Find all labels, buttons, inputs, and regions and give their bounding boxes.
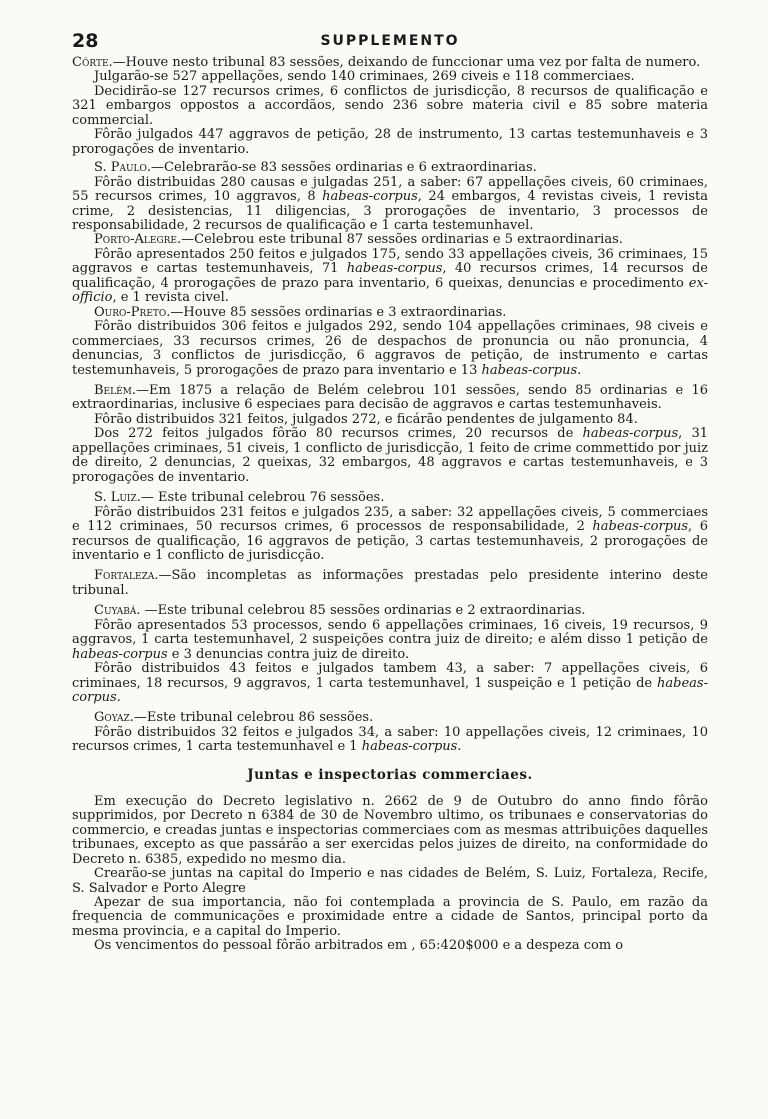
body-text <box>72 56 708 954</box>
paragraph-porto-alegre-feitos: Fôrão apresentados 250 feitos e julgados 175, sendo 33 appellações civeis, 36 criminaes, 15 aggravos e cartas testemunhaveis, 71 habeas-corpus, 40 recursos crimes, 14 recursos de qualificação, 4 prorogações de prazo para inventario, 6 queixas, denuncias e procedimento ex-officio, e 1 revista civel. <box>72 246 708 306</box>
page-number: 28 <box>72 30 99 52</box>
city-name: Fortaleza. <box>94 568 159 584</box>
paragraph-corte-appeals: Julgarão-se 527 appellações, sendo 140 criminaes, 269 civeis e 118 commerciaes. <box>94 69 635 85</box>
paragraph-sao-luiz-feitos: Fôrão distribuidos 231 feitos e julgados 235, a saber: 32 appellações civeis, 5 commerciaes e 112 criminaes, 50 recursos crimes, 6 processos de responsabilidade, 2 habeas-corpus, 6 recursos de qualificação, 16 aggravos de petição, 3 cartas testemunhaveis, 2 prorogações de inventario e 1 conflicto de jurisdicção. <box>72 504 708 563</box>
paragraph-ouro-preto-sessions: Ouro-Preto.—Houve 85 sessões ordinarias e 3 extraordinarias. <box>94 304 507 320</box>
paragraph-fortaleza: Fortaleza.—São incompletas as informações prestadas pelo presidente interino deste tribunal. <box>72 568 708 598</box>
section-heading: Juntas e inspectorias commerciaes. <box>247 766 533 783</box>
city-name: Côrte. <box>72 55 113 70</box>
city-name: Goyaz. <box>94 710 134 726</box>
city-name: Cuyabá. <box>94 603 141 619</box>
paragraph-cuyaba-processes: Fôrão apresentados 53 processos, sendo 6 appellações criminaes, 16 civeis, 19 recursos, 9 aggravos, 1 carta testemunhavel, 2 suspeições contra juiz de direito; e além disso 1 petição de habeas-corpus e 3 denuncias contra juiz de direito. <box>72 617 708 662</box>
paragraph-goyaz-feitos: Fôrão distribuidos 32 feitos e julgados 34, a saber: 10 appellações civeis, 12 criminaes, 10 recursos crimes, 1 carta testemunhavel e 1 habeas-corpus. <box>72 724 708 755</box>
paragraph-belem-distributed: Fôrão distribuidos 321 feitos, julgados 272, e ficárão pendentes de julgamento 84. <box>94 411 638 427</box>
paragraph-ouro-preto-feitos: Fôrão distribuidos 306 feitos e julgados 292, sendo 104 appellações criminaes, 98 civeis e commerciaes, 33 recursos crimes, 26 de despachos de pronuncia ou não pronuncia, 4 denuncias, 3 conflictos de jurisdicção, 6 aggravos de petição, de instrumento e cartas testemunhaveis, 5 prorogações de prazo para inventario e 13 habeas-corpus. <box>72 319 708 378</box>
paragraph-decreto: Em execução do Decreto legislativo n. 2662 de 9 de Outubro do anno findo fôrão supprimidos, por Decreto n 6384 de 30 de Novembro ultimo, os tribunaes e conservatorias do commercio, e creadas juntas e inspectorias commerciaes com as mesmas attribuições daquelles tribunaes, excepto as que passárão a ser exercidas pelos juizes de direito, na conformidade do Decreto n. 6385, expedido no mesmo dia. <box>72 793 708 867</box>
city-name: Belém. <box>94 382 137 398</box>
running-head <box>72 30 708 52</box>
paragraph-corte-recursos: Decidirão-se 127 recursos crimes, 6 conflictos de jurisdicção, 8 recursos de qualificação e 321 embargos oppostos a accordãos, sendo 236 sobre materia civil e 85 sobre materia commercial. <box>72 83 708 128</box>
running-title: SUPPLEMENTO <box>320 33 460 49</box>
paragraph-belem-sessions: Belém.—Em 1875 a relação de Belém celebrou 101 sessões, sendo 85 ordinarias e 16 extraordinarias, inclusive 6 especiaes para decisão de aggravos e cartas testemunhaveis. <box>72 382 708 413</box>
paragraph-corte-sessions: Côrte.—Houve nesto tribunal 83 sessões, deixando de funccionar uma vez por falta de numero. <box>72 55 701 70</box>
paragraph-sao-paulo-causes: Fôrão distribuidas 280 causas e julgadas 251, a saber: 67 appellações civeis, 60 criminaes, 55 recursos crimes, 10 aggravos, 8 habeas-corpus, 24 embargos, 4 revistas civeis, 1 revista crime, 2 desistencias, 11 diligencias, 3 prorogações de inventario, 3 processos de responsabilidade, 2 recursos de qualificação e 1 carta testemunhavel. <box>72 174 709 233</box>
paragraph-sao-luiz-sessions: S. Luiz.— Este tribunal celebrou 76 sessões. <box>94 490 385 506</box>
city-name: Porto-Alegre. <box>94 232 182 248</box>
paragraph-cuyaba-sessions: Cuyabá. —Este tribunal celebrou 85 sessões ordinarias e 2 extraordinarias. <box>94 603 586 619</box>
paragraph-sao-paulo-omitted: Apezar de sua importancia, não foi contemplada a provincia de S. Paulo, em razão da frequencia de communicações e proximidade entre a cidade de Santos, principal porto da mesma provincia, e a capital do Imperio. <box>72 895 708 939</box>
city-name: S. Luiz. <box>94 490 141 506</box>
paragraph-corte-aggravos: Fôrão julgados 447 aggravos de petição, 28 de instrumento, 13 cartas testemunhaveis e 3 prorogações de inventario. <box>72 127 708 157</box>
paragraph-juntas-created: Crearão-se juntas na capital do Imperio e nas cidades de Belém, S. Luiz, Fortaleza, Recife, S. Salvador e Porto Alegre <box>72 866 708 896</box>
paragraph-cuyaba-feitos: Fôrão distribuidos 43 feitos e julgados tambem 43, a saber: 7 appellações civeis, 6 criminaes, 18 recursos, 9 aggravos, 1 carta testemunhavel, 1 suspeição e 1 petição de habeas-corpus. <box>72 661 708 706</box>
paragraph-belem-judged: Dos 272 feitos julgados fôrão 80 recursos crimes, 20 recursos de habeas-corpus, 31 appellações criminaes, 51 civeis, 1 conflicto de jurisdicção, 1 feito de crime commettido por juiz de direito, 2 denuncias, 2 queixas, 32 embargos, 48 aggravos e cartas testemunhaveis, e 3 prorogações de inventario. <box>72 426 708 485</box>
city-name: S. Paulo. <box>94 160 152 176</box>
paragraph-vencimentos: Os vencimentos do pessoal fôrão arbitrados em , 65:420$000 e a despeza com o <box>94 938 624 954</box>
paragraph-porto-alegre-sessions: Porto-Alegre.—Celebrou este tribunal 87 sessões ordinarias e 5 extraordinarias. <box>94 232 623 248</box>
city-name: Ouro-Preto. <box>94 304 171 320</box>
paragraph-sao-paulo-sessions: S. Paulo.—Celebrarão-se 83 sessões ordinarias e 6 extraordinarias. <box>94 160 537 176</box>
paragraph-goyaz-sessions: Goyaz.—Este tribunal celebrou 86 sessões. <box>94 710 374 726</box>
